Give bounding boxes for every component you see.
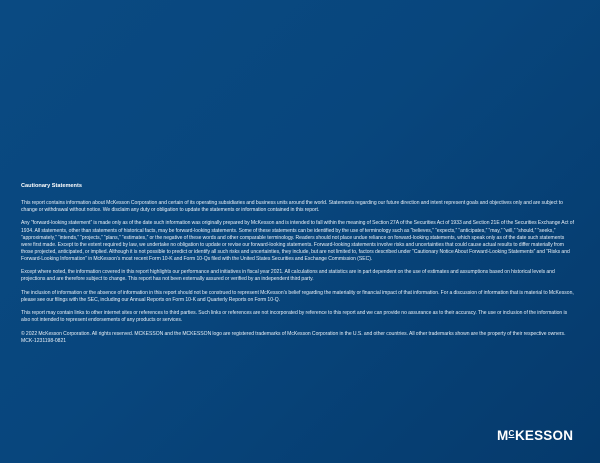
paragraph-fiscal-year: Except where noted, the information covered in this report highlights our performance and initiatives in fiscal year 2021. All calculations and statistics are in part dependent on the use of estimates and assumptions based on historical levels and projections and are therefore subject to change. This report has not been externally assured or verified by an independent third party. <box>21 269 555 283</box>
mckesson-logo <box>497 429 583 443</box>
paragraph-company-info: This report contains information about McKesson Corporation and certain of its operating subsidiaries and business units around the world. Statements regarding our future direction and intent represent goals and objectives only and are subject to change or withdrawal without notice. We disclaim any duty or obligation to update the statements or information contained in this report. <box>21 200 563 214</box>
logo-letter-c: C <box>508 429 515 438</box>
paragraph-links: This report may contain links to other internet sites or references to third parties. Such links or references are not incorporated by reference to this report and we can provide no assurance as to their accuracy. The use or inclusion of the information is also not intended to represent endorsements of any products or services. <box>21 310 568 324</box>
cautionary-statements <box>21 183 576 351</box>
paragraph-materiality: The inclusion of information or the absence of information in this report should not be construed to represent McKesson’s belief regarding the materiality or financial impact of that information. For a discussion of information that is material to McKesson, please see our filings with the SEC, including our Annual Reports on Form 10-K and Quarterly Reports on Form 10-Q. <box>21 289 574 303</box>
logo-letter-m: M <box>497 428 509 443</box>
statement-title: Cautionary Statements <box>21 183 82 189</box>
paragraph-forward-looking: Any “forward-looking statement” is made only as of the date such information was originally prepared by McKesson and is intended to fall within the meaning of Section 27A of the Securities Act of 1933 and Section 21E of the Securities Exchange Act of 1934. All statements, other than statements of historical facts, may be forward-looking statements. Some of these statements can be identified by the use of terminology such as “believes,” “expects,” “anticipates,” “may,” “will,” “should,” “seeks,” “approximately,” “intends,” “projects,” “plans,” “estimates,” or the negative of these words and other comparable terminology. Readers should not place undue reliance on forward-looking statements, which speak only as of the date such statements were first made. Except to the extent required by law, we undertake no obligation to update or revise our forward-looking statements. Forward-looking statements involve risks and uncertainties that could cause actual results to differ materially from those projected, anticipated, or implied. Although it is not possible to predict or identify all such risks and uncertainties, they include, but are not limited to, factors described under “Cautionary Notice About Forward-Looking Statements” and “Risks and Forward-Looking Information” in McKesson’s most recent Form 10-K and Form 10-Qs filed with the United States Securities and Exchange Commission (SEC). <box>21 220 574 262</box>
paragraph-copyright: © 2022 McKesson Corporation. All rights reserved. MCKESSON and the MCKESSON logo are registered trademarks of McKesson Corporation in the U.S. and other countries. All other trademarks shown are the property of their respective owners. MCK-1231198-0821 <box>21 330 566 344</box>
logo-letters-kesson: KESSON <box>514 428 574 443</box>
